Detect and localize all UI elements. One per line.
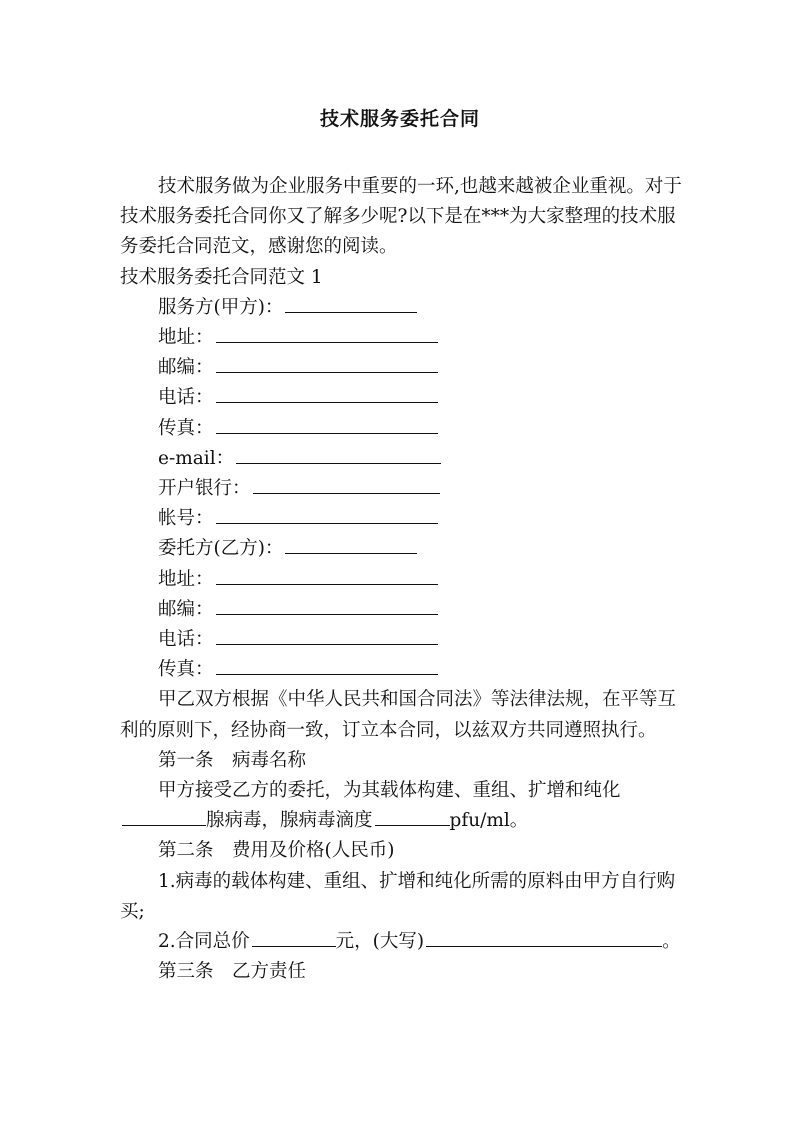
field-label: e-mail： [158,447,235,469]
fill-blank [216,371,438,373]
article1-text-a: 甲方接受乙方的委托，为其载体构建、重组、扩增和纯化 [158,780,621,802]
fill-blank [216,643,438,645]
party-b-label: 委托方(乙方)： [158,538,284,560]
fill-blank [216,432,438,434]
field-label: 开户银行： [158,478,251,500]
field-label: 帐号： [158,508,214,530]
field-label: 电话： [158,629,214,651]
article2-item2 [120,927,686,957]
party-b-blank [285,552,417,554]
field-label: 邮编： [158,598,214,620]
article3-heading: 第三条 乙方责任 [158,961,307,983]
article2-item2-a: 2.合同总价 [158,931,250,953]
fill-blank [236,462,441,464]
party-a-field [120,293,686,323]
party-a-bank-field [120,474,686,504]
fill-blank [216,613,438,615]
fill-blank [216,401,438,403]
article1-text-b: 腺病毒，腺病毒滴度 [206,810,373,832]
party-a-email-field [120,444,686,474]
document-body [120,172,686,987]
price-words-blank [426,945,662,947]
party-b-postcode-field [120,595,686,625]
party-a-blank [285,311,417,313]
field-label: 传真： [158,659,214,681]
fill-blank [253,492,440,494]
fill-blank [216,341,438,343]
document-title: 技术服务委托合同 [319,108,480,130]
party-a-fax-field [120,414,686,444]
party-a-address-field [120,323,686,353]
party-a-postcode-field [120,353,686,383]
party-b-field [120,534,686,564]
article1-paragraph [120,776,686,836]
fill-blank [216,522,438,524]
party-a-phone-field [120,383,686,413]
party-b-address-field [120,565,686,595]
article2-item2-c: 。 [662,931,681,953]
section-heading: 技术服务委托合同范文 1 [120,266,323,288]
fill-blank [216,673,438,675]
virus-name-blank [122,824,206,826]
party-a-label: 服务方(甲方)： [158,296,284,318]
field-label: 电话： [158,387,214,409]
field-label: 邮编： [158,357,214,379]
intro-paragraph: 技术服务做为企业服务中重要的一环,也越来越被企业重视。对于技术服务委托合同你又了解多少呢?以下是在***为大家整理的技术服务委托合同范文，感谢您的阅读。 [120,176,682,258]
article1-heading: 第一条 病毒名称 [158,749,307,771]
party-b-fax-field [120,655,686,685]
field-label: 地址： [158,327,214,349]
price-blank [252,945,336,947]
field-label: 传真： [158,417,214,439]
preamble-paragraph: 甲乙双方根据《中华人民共和国合同法》等法律法规，在平等互利的原则下，经协商一致，订立本合同，以兹双方共同遵照执行。 [120,689,677,741]
party-a-account-field [120,504,686,534]
article2-item2-b: 元，(大写) [335,931,425,953]
titer-blank [375,824,450,826]
article1-text-c: pfu/ml。 [449,810,529,832]
fill-blank [216,583,438,585]
article2-heading: 第二条 费用及价格(人民币) [158,840,395,862]
article2-item1: 1.病毒的载体构建、重组、扩增和纯化所需的原料由甲方自行购买; [120,870,676,922]
party-b-phone-field [120,625,686,655]
field-label: 地址： [158,568,214,590]
